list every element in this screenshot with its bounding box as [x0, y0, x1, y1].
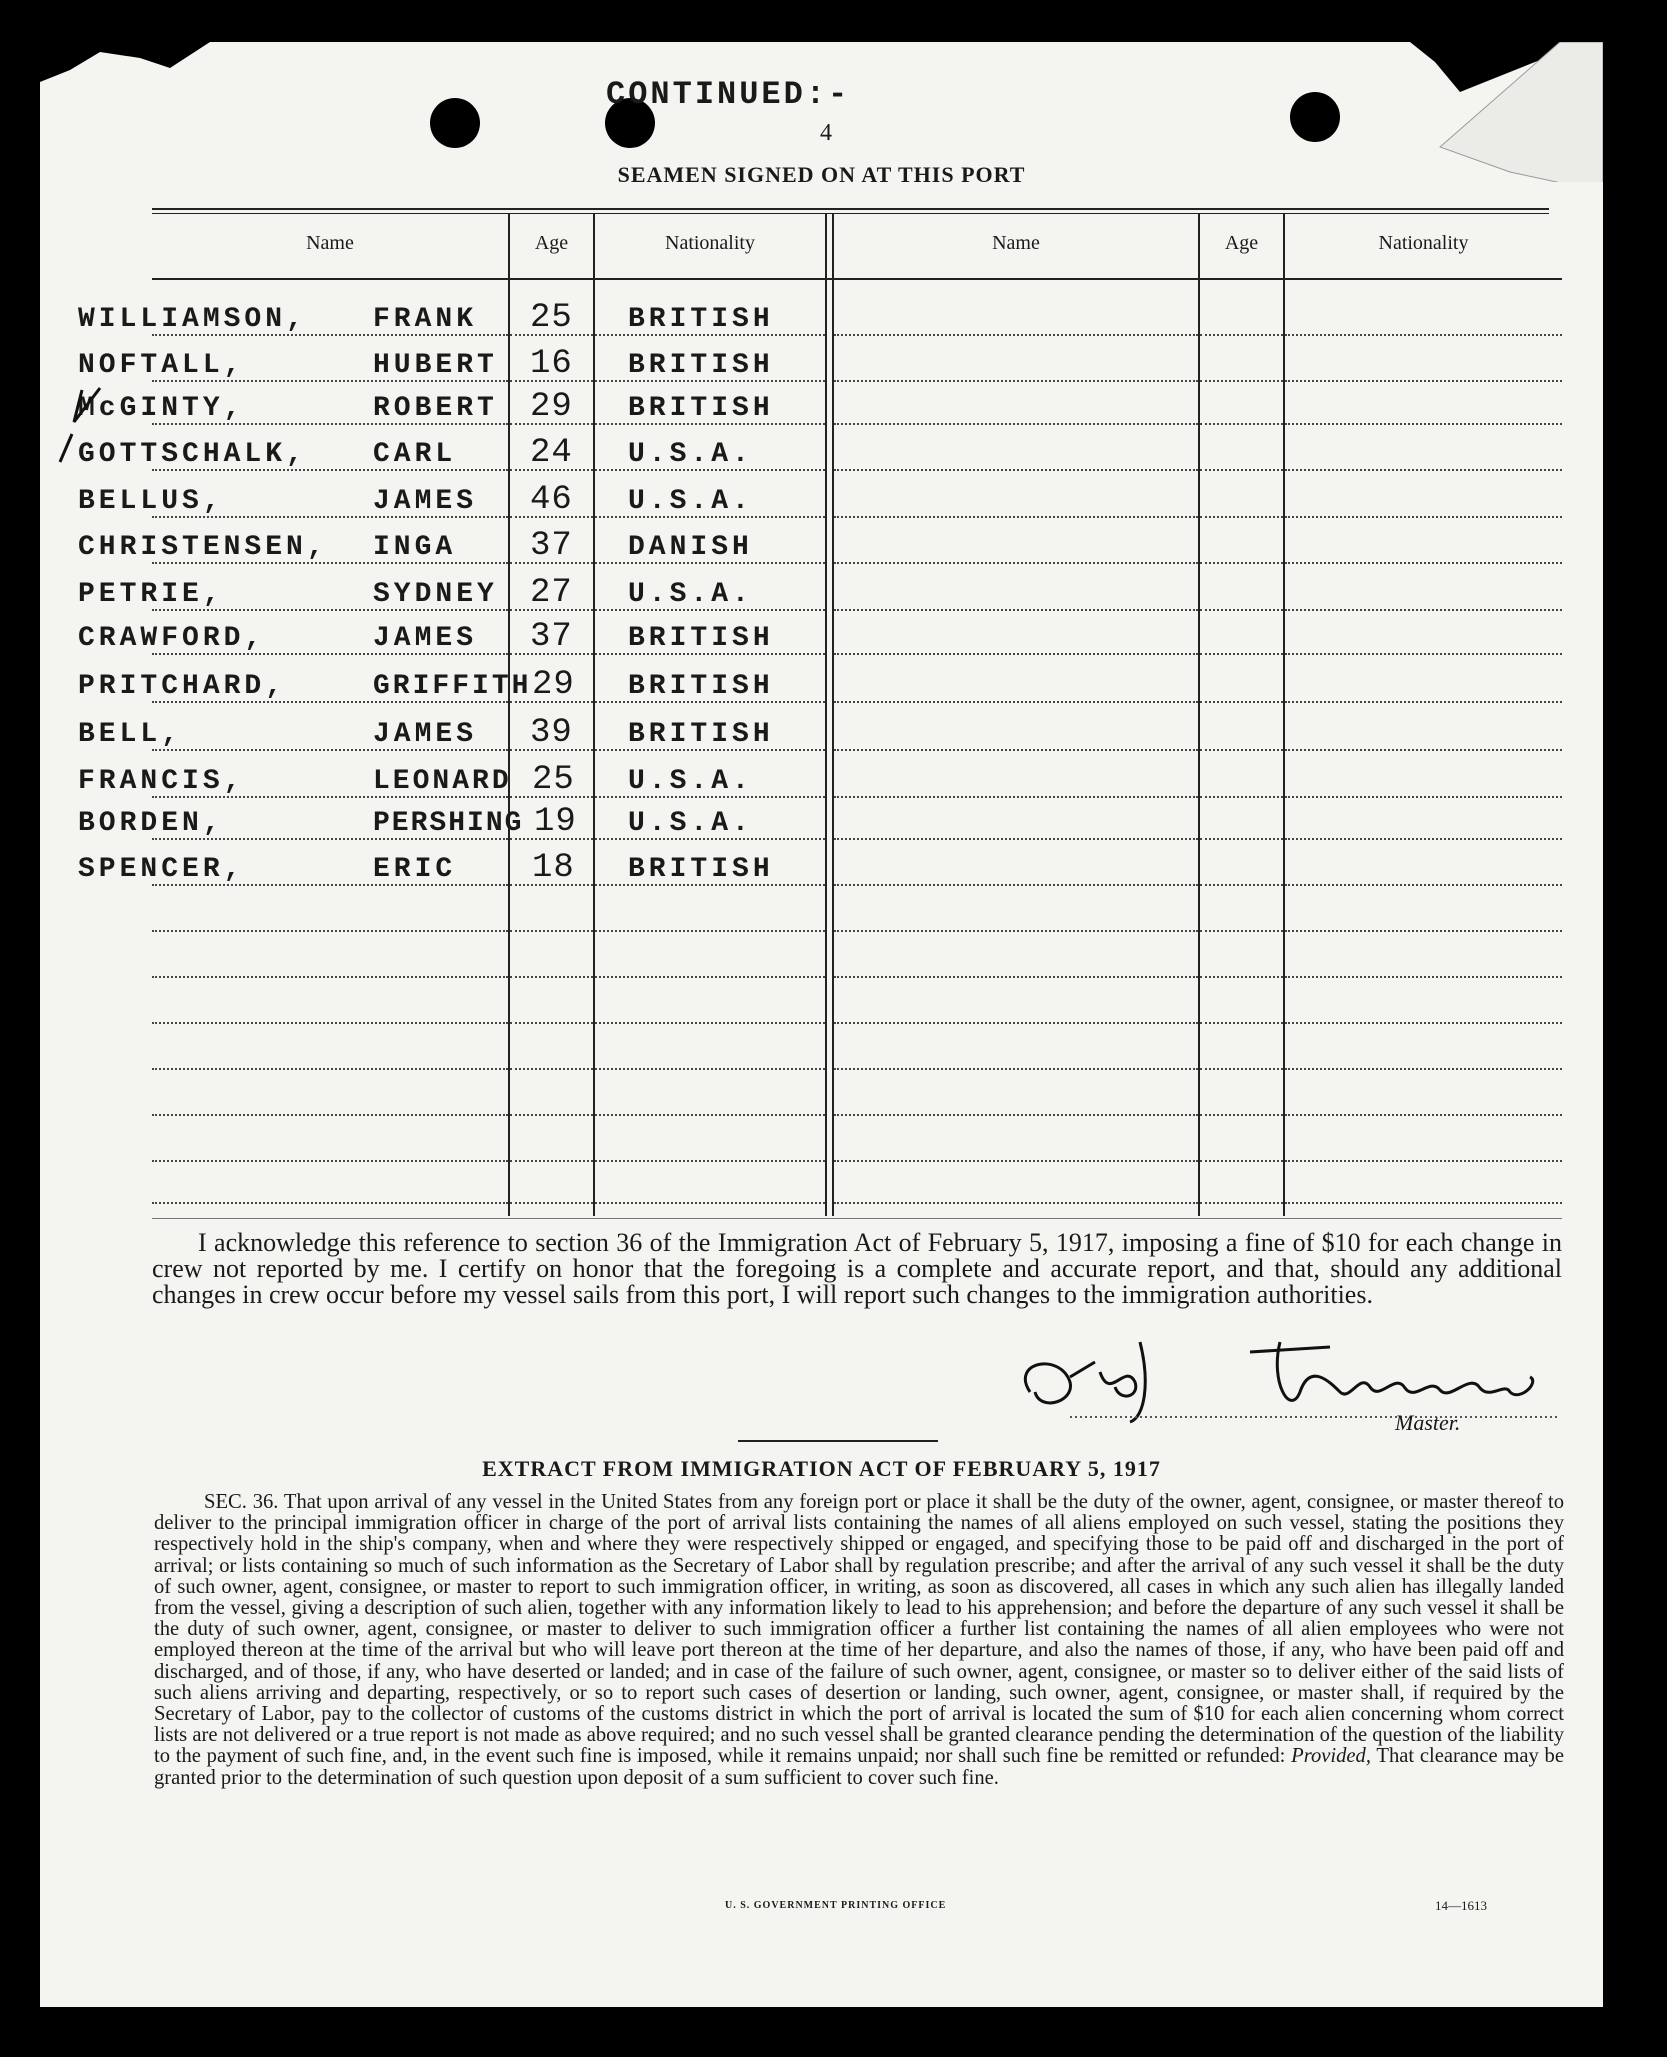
given-name: PERSHING: [373, 808, 524, 839]
age: 29: [532, 666, 575, 704]
row-rule: [1200, 884, 1283, 886]
row-rule: [510, 1068, 593, 1070]
given-name: SYDNEY: [373, 579, 498, 610]
surname: BELL,: [78, 719, 183, 750]
row-rule: [1285, 609, 1562, 611]
row-rule: [834, 1202, 1198, 1204]
row-rule: [1200, 1022, 1283, 1024]
nationality: BRITISH: [628, 854, 774, 885]
row-rule: [1200, 1068, 1283, 1070]
row-rule: [1285, 1160, 1562, 1162]
row-rule: [1200, 609, 1283, 611]
row-rule: [152, 1114, 508, 1116]
punch-hole: [1290, 92, 1340, 142]
nationality: BRITISH: [628, 304, 774, 335]
row-rule: [834, 1160, 1198, 1162]
row-rule: [834, 562, 1198, 564]
surname: SPENCER,: [78, 854, 245, 885]
row-rule: [834, 930, 1198, 932]
age: 27: [530, 574, 573, 612]
row-rule: [1200, 701, 1283, 703]
row-rule: [1200, 1202, 1283, 1204]
row-rule: [1200, 1114, 1283, 1116]
given-name: CARL: [373, 439, 457, 470]
given-name: JAMES: [373, 486, 478, 517]
row-rule: [834, 516, 1198, 518]
row-rule: [1285, 1114, 1562, 1116]
col-header-nationality-right: Nationality: [1378, 232, 1469, 254]
surname: PETRIE,: [78, 579, 224, 610]
proviso-label: Provided,: [1291, 1745, 1371, 1768]
surname: GOTTSCHALK,: [78, 439, 307, 470]
row-rule: [834, 701, 1198, 703]
row-rule: [1200, 380, 1283, 382]
extract-title: EXTRACT FROM IMMIGRATION ACT OF FEBRUARY 5, 1917: [482, 1456, 1161, 1481]
given-name: LEONARD: [373, 766, 512, 797]
row-rule: [1285, 930, 1562, 932]
surname: McGINTY,: [78, 393, 245, 424]
nationality: BRITISH: [628, 623, 774, 654]
row-rule: [595, 1022, 825, 1024]
row-rule: [152, 976, 508, 978]
form-number: 14—1613: [1435, 1898, 1487, 1913]
given-name: FRANK: [373, 304, 478, 335]
age: 37: [530, 527, 573, 565]
printer-imprint: U. S. GOVERNMENT PRINTING OFFICE: [725, 1900, 947, 1911]
master-signature: [1000, 1322, 1560, 1432]
punch-hole: [430, 98, 480, 148]
row-rule: [595, 1160, 825, 1162]
acknowledgment-text: I acknowledge this reference to section 36 of the Immigration Act of February 5, 1917, imposing a fine of $10 for each change in crew not reported by me. I certify on honor that the foregoing is a complete and accurate report, and that, should any additional changes in crew occur before my vessel sails from this port, I will report such changes to the immigration authorities.: [152, 1228, 1562, 1309]
col-header-nationality: Nationality: [665, 232, 755, 254]
row-rule: [1200, 976, 1283, 978]
col-header-name: Name: [306, 232, 354, 254]
row-rule: [152, 930, 508, 932]
row-rule: [1200, 930, 1283, 932]
nationality: BRITISH: [628, 350, 774, 381]
given-name: HUBERT: [373, 350, 498, 381]
age: 18: [532, 849, 575, 887]
row-rule: [595, 930, 825, 932]
row-rule: [1285, 1202, 1562, 1204]
age: 24: [530, 434, 573, 472]
surname: BORDEN,: [78, 808, 224, 839]
row-rule: [1200, 562, 1283, 564]
surname: FRANCIS,: [78, 766, 245, 797]
age: 25: [532, 761, 575, 799]
age: 19: [534, 803, 577, 841]
row-rule: [1200, 423, 1283, 425]
row-rule: [1285, 796, 1562, 798]
section-36-text: [154, 1492, 1564, 1789]
row-rule: [595, 1068, 825, 1070]
nationality: DANISH: [628, 532, 753, 563]
row-rule: [834, 423, 1198, 425]
nationality: BRITISH: [628, 393, 774, 424]
row-rule: [152, 1202, 508, 1204]
row-rule: [1285, 1068, 1562, 1070]
nationality: BRITISH: [628, 719, 774, 750]
row-rule: [510, 976, 593, 978]
surname: CRAWFORD,: [78, 623, 266, 654]
row-rule: [1285, 516, 1562, 518]
col-header-age: Age: [534, 232, 569, 254]
row-rule: [152, 1068, 508, 1070]
row-rule: [834, 1022, 1198, 1024]
row-rule: [1285, 380, 1562, 382]
age: 16: [530, 345, 573, 383]
col-header-age-right: Age: [1224, 232, 1259, 254]
row-rule: [595, 976, 825, 978]
row-rule: [595, 1202, 825, 1204]
section-label: SEC. 36.: [204, 1491, 279, 1513]
row-rule: [1200, 749, 1283, 751]
age: 29: [530, 388, 573, 426]
row-rule: [152, 1160, 508, 1162]
row-rule: [1285, 562, 1562, 564]
row-rule: [834, 1114, 1198, 1116]
document-sheet: [40, 42, 1603, 2007]
continued-note: CONTINUED:-: [606, 76, 851, 113]
row-rule: [1285, 469, 1562, 471]
nationality: U.S.A.: [628, 808, 753, 839]
row-rule: [834, 976, 1198, 978]
nationality: U.S.A.: [628, 486, 753, 517]
age: 37: [530, 618, 573, 656]
row-rule: [834, 1068, 1198, 1070]
row-rule: [510, 930, 593, 932]
row-rule: [510, 1160, 593, 1162]
row-rule: [834, 796, 1198, 798]
row-rule: [510, 1202, 593, 1204]
row-rule: [1200, 796, 1283, 798]
row-rule: [152, 1022, 508, 1024]
row-rule: [1200, 334, 1283, 336]
given-name: GRIFFITH: [373, 671, 532, 702]
row-rule: [510, 1022, 593, 1024]
nationality: U.S.A.: [628, 766, 753, 797]
row-rule: [1285, 749, 1562, 751]
col-header-name-right: Name: [992, 232, 1040, 254]
row-rule: [1285, 334, 1562, 336]
row-rule: [834, 884, 1198, 886]
checkmark-icon: [40, 382, 120, 472]
nationality: BRITISH: [628, 671, 774, 702]
row-rule: [834, 838, 1198, 840]
row-rule: [1200, 1160, 1283, 1162]
row-rule: [834, 334, 1198, 336]
row-rule: [1285, 701, 1562, 703]
row-rule: [1285, 423, 1562, 425]
given-name: ROBERT: [373, 393, 498, 424]
row-rule: [834, 609, 1198, 611]
surname: CHRISTENSEN,: [78, 532, 328, 563]
row-rule: [1200, 469, 1283, 471]
row-rule: [834, 380, 1198, 382]
section-body: That upon arrival of any vessel in the United States from any foreign port or place it shall be the duty of the owner, agent, consignee, or master thereof to deliver to the principal immigration officer in charge of the port of arrival lists containing the names of all aliens employed on such vessel, stating the positions they respectively hold in the ship's company, when and where they were respectively shipped or engaged, and specifying those to be paid off and discharged in the port of arrival; or lists containing so much of such information as the Secretary of Labor shall by regulation prescribe; and after the arrival of any such vessel it shall be the duty of such owner, agent, consignee, or master to report to such immigration officer, in writing, as soon as discovered, all cases in which any such alien has illegally landed from the vessel, giving a description of such alien, together with any information likely to lead to his apprehension; and before the departure of any such vessel it shall be the duty of such owner, agent, consignee, or master to deliver to such immigration officer a further list containing the names of all alien employees who were not employed thereon at the time of the arrival but who will leave port thereon at the time of her departure, and also the names of those, if any, who have been paid off and discharged, and of those, if any, who have deserted or landed; and in case of the failure of such owner, agent, consignee, or master so to deliver either of the said lists of such aliens arriving and departing, respectively, or so to report such cases of desertion or landing, such owner, agent, consignee, or master shall, if required by the Secretary of Labor, pay to the collector of customs of the customs district in which the port of arrival is located the sum of $10 for each alien concerning whom correct lists are not delivered or a true report is not made as above required; and no such vessel shall be granted clearance pending the determination of the question of the liability to the payment of such fine, and, in the event such fine is imposed, while it remains unpaid; nor shall such fine be remitted or refunded:: [154, 1491, 1565, 1768]
row-rule: [1285, 884, 1562, 886]
given-name: ERIC: [373, 854, 457, 885]
row-rule: [1200, 838, 1283, 840]
table-title: SEAMEN SIGNED ON AT THIS PORT: [617, 162, 1026, 187]
age: 46: [530, 481, 573, 519]
given-name: JAMES: [373, 623, 478, 654]
surname: BELLUS,: [78, 486, 224, 517]
given-name: INGA: [373, 532, 457, 563]
row-rule: [834, 749, 1198, 751]
row-rule: [1200, 516, 1283, 518]
row-rule: [1285, 838, 1562, 840]
row-rule: [1200, 653, 1283, 655]
row-rule: [1285, 653, 1562, 655]
nationality: U.S.A.: [628, 439, 753, 470]
given-name: JAMES: [373, 719, 478, 750]
age: 39: [530, 714, 573, 752]
row-rule: [1285, 1022, 1562, 1024]
surname: PRITCHARD,: [78, 671, 287, 702]
row-rule: [510, 1114, 593, 1116]
proviso-text: That clearance may be granted prior to the determination of such question upon deposit of a sum sufficient to cover such fine.: [154, 1745, 1564, 1789]
row-rule: [834, 469, 1198, 471]
row-rule: [834, 653, 1198, 655]
age: 25: [530, 299, 573, 337]
nationality: U.S.A.: [628, 579, 753, 610]
row-rule: [1285, 976, 1562, 978]
page-number: 4: [820, 120, 832, 146]
row-rule: [595, 1114, 825, 1116]
master-label: Master.: [1395, 1410, 1461, 1435]
surname: WILLIAMSON,: [78, 304, 307, 335]
surname: NOFTALL,: [78, 350, 245, 381]
